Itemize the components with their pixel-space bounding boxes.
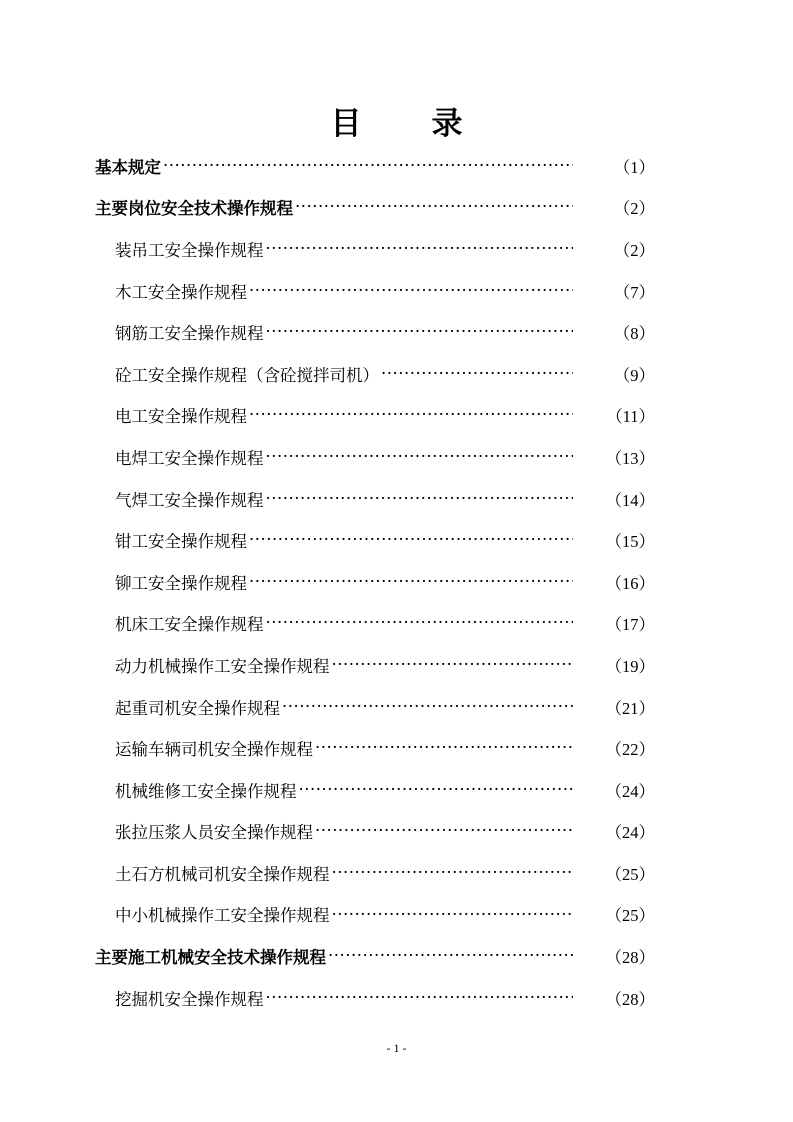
toc-dot-leader	[266, 322, 574, 342]
toc-entry-label: 中小机械操作工安全操作规程	[115, 906, 330, 926]
toc-entry[interactable]	[0, 353, 793, 395]
toc-entry-page: （1）	[613, 157, 655, 177]
toc-entry-label: 砼工安全操作规程（含砼搅拌司机）	[115, 365, 379, 385]
toc-entry[interactable]	[0, 727, 793, 769]
toc-entry-label: 运输车辆司机安全操作规程	[115, 740, 313, 760]
toc-dot-leader	[332, 905, 574, 925]
toc-entry-label: 土石方机械司机安全操作规程	[115, 864, 330, 884]
toc-dot-leader	[249, 281, 573, 301]
toc-dot-leader	[315, 821, 573, 841]
toc-entry[interactable]	[0, 852, 793, 894]
toc-entry-page: （15）	[605, 532, 655, 552]
toc-entry-label: 主要施工机械安全技术操作规程	[95, 948, 326, 968]
toc-dot-leader	[163, 156, 573, 176]
toc-dot-leader	[332, 655, 574, 675]
toc-entry[interactable]	[0, 686, 793, 728]
toc-dot-leader	[249, 405, 573, 425]
toc-entry[interactable]	[0, 436, 793, 478]
toc-dot-leader	[299, 780, 574, 800]
toc-entry-label: 电工安全操作规程	[115, 407, 247, 427]
toc-entry[interactable]	[0, 145, 793, 187]
toc-dot-leader	[266, 489, 574, 509]
toc-entry[interactable]	[0, 769, 793, 811]
toc-entry-page: （7）	[613, 282, 655, 302]
toc-entry-page: （24）	[605, 823, 655, 843]
toc-entry-label: 钢筋工安全操作规程	[115, 324, 264, 344]
toc-dot-leader	[266, 239, 574, 259]
toc-entry[interactable]	[0, 478, 793, 520]
toc-entry-page: （16）	[605, 573, 655, 593]
toc-dot-leader	[249, 572, 573, 592]
toc-entry[interactable]	[0, 311, 793, 353]
toc-entry-label: 动力机械操作工安全操作规程	[115, 656, 330, 676]
toc-entry-page: （28）	[605, 989, 655, 1009]
toc-entry-page: （21）	[605, 698, 655, 718]
toc-entry-label: 基本规定	[95, 157, 161, 177]
page-number: - 1 -	[386, 1041, 407, 1055]
toc-entry-label: 气焊工安全操作规程	[115, 490, 264, 510]
toc-entry-label: 起重司机安全操作规程	[115, 698, 280, 718]
toc-entry-page: （11）	[606, 407, 655, 427]
toc-entry-page: （28）	[605, 948, 655, 968]
toc-entry[interactable]	[0, 644, 793, 686]
toc-entry-page: （22）	[605, 740, 655, 760]
toc-entry[interactable]	[0, 811, 793, 853]
toc-entry-label: 钳工安全操作规程	[115, 532, 247, 552]
toc-dot-leader	[282, 697, 573, 717]
toc-entry-page: （24）	[605, 781, 655, 801]
toc-entry-page: （14）	[605, 490, 655, 510]
toc-entry-page: （13）	[605, 448, 655, 468]
toc-dot-leader	[266, 447, 574, 467]
toc-entry[interactable]	[0, 270, 793, 312]
toc-entry[interactable]	[0, 977, 793, 1019]
toc-dot-leader	[328, 946, 573, 966]
toc-dot-leader	[332, 863, 574, 883]
toc-entry-page: （2）	[613, 240, 655, 260]
toc-entry-page: （8）	[613, 324, 655, 344]
toc-entry-label: 主要岗位安全技术操作规程	[95, 199, 293, 219]
toc-entry[interactable]	[0, 935, 793, 977]
toc-entry[interactable]	[0, 603, 793, 645]
toc-dot-leader	[266, 988, 574, 1008]
page-title: 目录	[330, 106, 533, 142]
table-of-contents	[0, 145, 793, 1018]
toc-entry-label: 挖掘机安全操作规程	[115, 989, 264, 1009]
toc-dot-leader	[315, 738, 573, 758]
toc-entry[interactable]	[0, 395, 793, 437]
toc-entry-page: （9）	[613, 365, 655, 385]
toc-entry[interactable]	[0, 228, 793, 270]
toc-dot-leader	[266, 613, 574, 633]
toc-entry-label: 张拉压浆人员安全操作规程	[115, 823, 313, 843]
toc-entry-page: （2）	[613, 199, 655, 219]
toc-entry-label: 机械维修工安全操作规程	[115, 781, 297, 801]
toc-entry[interactable]	[0, 561, 793, 603]
toc-entry-page: （25）	[605, 864, 655, 884]
toc-entry-label: 装吊工安全操作规程	[115, 240, 264, 260]
toc-entry-page: （25）	[605, 906, 655, 926]
toc-entry-page: （17）	[605, 615, 655, 635]
toc-entry-label: 木工安全操作规程	[115, 282, 247, 302]
toc-entry-label: 机床工安全操作规程	[115, 615, 264, 635]
toc-entry[interactable]	[0, 894, 793, 936]
toc-entry-page: （19）	[605, 656, 655, 676]
toc-dot-leader	[295, 197, 573, 217]
toc-entry[interactable]	[0, 519, 793, 561]
toc-entry-label: 铆工安全操作规程	[115, 573, 247, 593]
toc-dot-leader	[249, 530, 573, 550]
toc-entry-label: 电焊工安全操作规程	[115, 448, 264, 468]
toc-entry[interactable]	[0, 187, 793, 229]
toc-dot-leader	[381, 364, 573, 384]
